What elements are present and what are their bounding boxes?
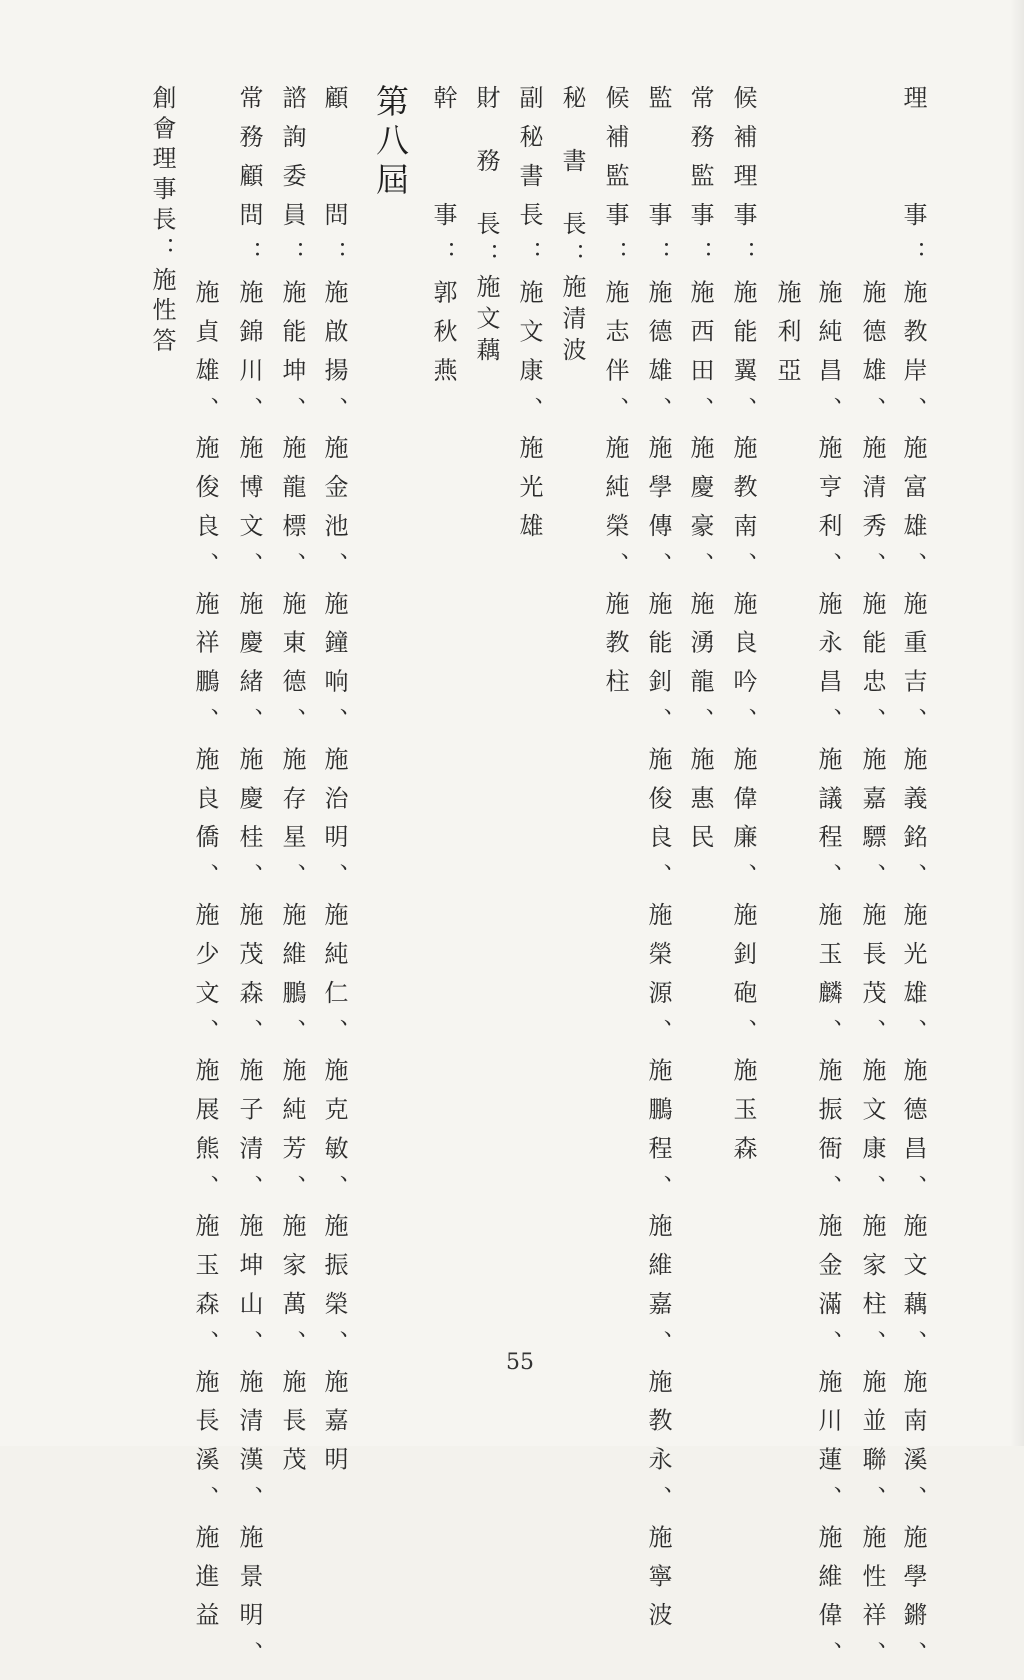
text-column-alternate-directors: 候補理事：施能翼、施教南、施良吟、施偉廉、施釗砲、施玉森 xyxy=(729,85,757,1175)
text-column-directors-1: 理 事：施教岸、施富雄、施重吉、施義銘、施光雄、施德昌、施文藕、施南溪、施學鏘、 xyxy=(899,85,927,1680)
text-column-advisors: 顧 問：施啟揚、施金池、施鐘响、施治明、施純仁、施克敏、施振榮、施嘉明 xyxy=(320,85,348,1486)
text-column-directors-2: 施德雄、施清秀、施能忠、施嘉驃、施長茂、施文康、施家柱、施並聯、施性祥、 xyxy=(858,85,886,1680)
section-heading: 第八屆 xyxy=(371,84,410,201)
text-column-supervisors: 監 事：施德雄、施學傳、施能釗、施俊良、施榮源、施鵬程、施維嘉、施教永、施寧波 xyxy=(644,85,672,1641)
text-column-treasurer: 財 務 長：施文藕 xyxy=(472,85,500,369)
text-column-standing-supervisors: 常務監事：施西田、施慶豪、施湧龍、施惠民 xyxy=(686,85,714,863)
text-column-secretary: 幹 事：郭秋燕 xyxy=(429,85,457,397)
text-column-deputy-secretary: 副秘書長：施文康、施光雄 xyxy=(515,85,543,552)
text-column-consultants: 諮詢委員：施能坤、施龍標、施東德、施存星、施維鵬、施純芳、施家萬、施長茂 xyxy=(278,85,306,1486)
text-column-founding-chairman: 創會理事長：施性答 xyxy=(148,85,176,358)
text-column-secretary-general: 秘 書 長：施清波 xyxy=(558,85,586,369)
text-column-standing-advisors-1: 常務顧問：施錦川、施博文、施慶緒、施慶桂、施茂森、施子清、施坤山、施清漢、施景明、 xyxy=(235,85,263,1680)
page-number: 55 xyxy=(506,1350,534,1375)
text-column-standing-advisors-2: 施貞雄、施俊良、施祥鵬、施良僑、施少文、施展熊、施玉森、施長溪、施進益 xyxy=(191,85,219,1641)
text-column-directors-3: 施純昌、施亨利、施永昌、施議程、施玉麟、施振衙、施金滿、施川蓮、施維偉、 xyxy=(814,85,842,1680)
text-column-directors-4: 施利亞 xyxy=(773,85,801,397)
page-edge-shadow xyxy=(1010,0,1024,1446)
text-column-alternate-supervisors: 候補監事：施志伴、施純榮、施教柱 xyxy=(601,85,629,708)
